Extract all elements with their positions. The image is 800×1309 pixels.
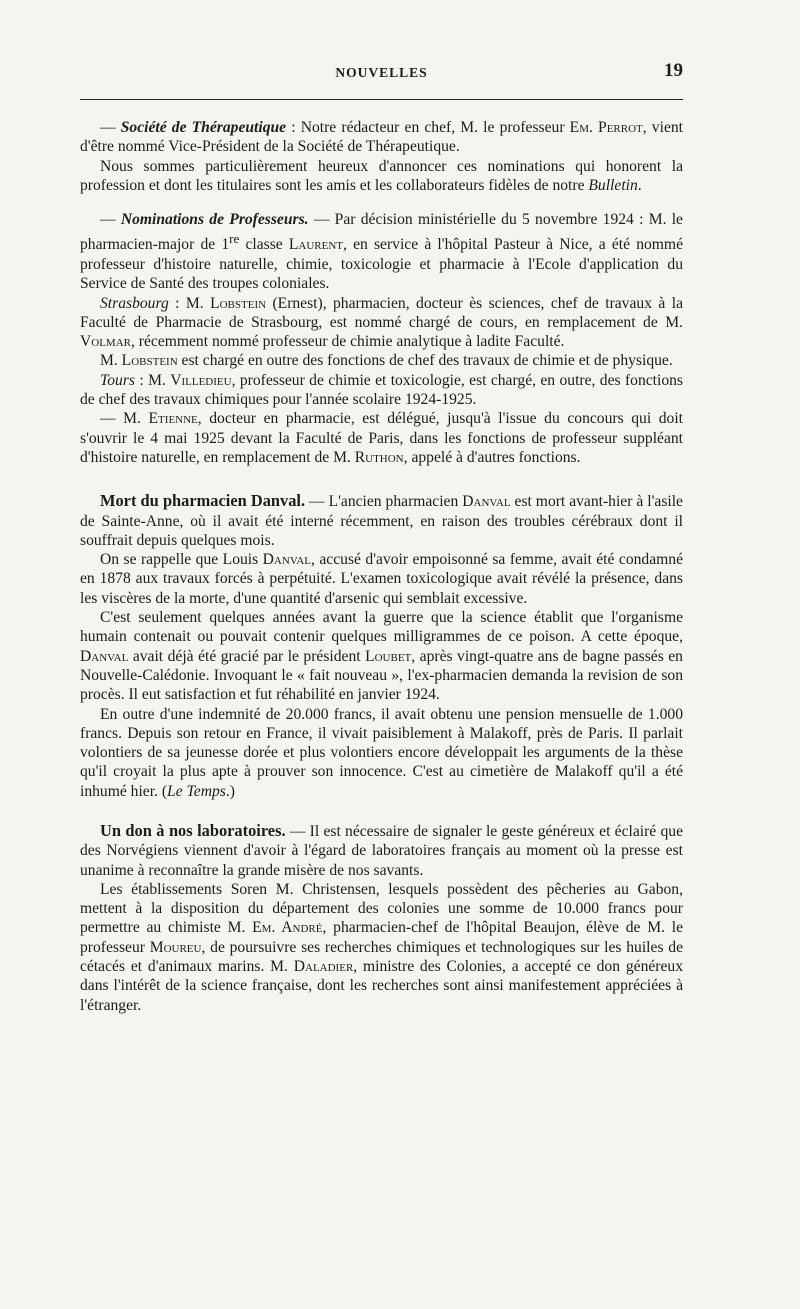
person-name: Lobstein	[121, 352, 178, 370]
lobstein-paragraph: M. Lobstein est chargé en outre des fonctions de chef des travaux de chimie et de physique.	[100, 352, 673, 370]
running-head	[80, 60, 683, 90]
danval-paragraph-3: C'est seulement quelques années avant la guerre que la science établit que l'organisme humain contenait ou pouvait contenir quelques milligrammes de ce poison. A cette époque, Danval avait déjà été gracié par le président Loubet, après vingt-quatre ans de bagne passés en Nouvelle-Calédonie. Invoquant le « fait nouveau », l'ex-pharmacien demanda la revision de son procès. Il eut satisfaction et fut réhabilité en janvier 1924.	[80, 609, 683, 704]
source-title: Le Temps	[167, 782, 226, 800]
person-name: Lobstein	[210, 294, 267, 312]
danval-paragraph-2: On se rappelle que Louis Danval, accusé d'avoir empoisonné sa femme, avait été condamné en 1878 aux travaux forcés à perpétuité. L'examen toxicologique avait révélé la présence, dans les viscères de la morte, d'une quantité d'arsenic qui semblait excessive.	[80, 551, 683, 607]
person-name: Danval	[262, 551, 312, 569]
person-name: Loubet	[365, 647, 412, 665]
don-paragraph-2: Les établissements Soren M. Christensen, lesquels possèdent des pêcheries au Gabon, mettent à la disposition du département des colonies une somme de 10.000 francs pour permettre au chimiste M. Em. André, pharmacien-chef de l'hôpital Beaujon, élève de M. le professeur Moureu, de poursuivre ses recherches chimiques et technologiques sur les huiles de cétacés et d'animaux marins. M. Daladier, ministre des Colonies, a accepté ce don généreux dans l'intérêt de la science française, dont les recherches sont ainsi manifestement appréciées à l'étranger.	[80, 880, 683, 1014]
person-name: Etienne	[148, 410, 198, 428]
danval-paragraph: Mort du pharmacien Danval. — L'ancien pharmacien Danval est mort avant-hier à l'asile de Sainte-Anne, où il avait été interné récemment, en raison des troubles cérébraux dont il souffrait depuis quelques mois.	[80, 491, 683, 549]
person-name: Villedieu	[170, 371, 232, 389]
don-heading: Un don à nos laboratoires.	[100, 820, 286, 840]
strasbourg-paragraph: Strasbourg : M. Lobstein (Ernest), pharmacien, docteur ès sciences, chef de travaux à la Faculté de Pharmacie de Strasbourg, est nommé chargé de cours, en remplacement de M. Volmar, récemment nommé professeur de chimie analytique à ladite Faculté.	[80, 294, 683, 351]
person-name: Em. André	[252, 919, 323, 937]
journal-title: Bulletin	[588, 176, 638, 194]
city-name: Tours	[100, 371, 135, 389]
article-body	[80, 118, 683, 1015]
person-name: Laurent	[288, 236, 344, 254]
page-number: 19	[664, 60, 683, 81]
person-name: Volmar	[80, 333, 131, 351]
header-rule	[80, 99, 683, 100]
societe-paragraph-2: Nous sommes particulièrement heureux d'annoncer ces nominations qui honorent la profession et dont les titulaires sont les amis et les collaborateurs fidèles de notre Bulletin.	[80, 157, 683, 194]
running-title: NOUVELLES	[335, 65, 428, 80]
societe-paragraph: — Société de Thérapeutique : Notre rédacteur en chef, M. le professeur Em. Perrot, vient d'être nommé Vice-Président de la Société de Thérapeutique.	[80, 119, 683, 156]
nominations-paragraph: — Nominations de Professeurs. — Par décision ministérielle du 5 novembre 1924 : M. le pharmacien-major de 1re classe Laurent, en service à l'hôpital Pasteur à Nice, a été nommé professeur d'histoire naturelle, chimie, toxicologie et pharmacie à l'Ecole d'application du Service de Santé des troupes coloniales.	[80, 211, 683, 293]
don-paragraph: Un don à nos laboratoires. — Il est nécessaire de signaler le geste généreux et éclairé que des Norvégiens viennent d'avoir à l'égard de laboratoires français au moment où la presse est unanime à reconnaître la grande misère de nos savants.	[80, 820, 683, 879]
person-name: Daladier	[293, 958, 354, 976]
city-name: Strasbourg	[100, 294, 169, 312]
danval-heading: Mort du pharmacien Danval.	[100, 491, 306, 511]
tours-paragraph: Tours : M. Villedieu, professeur de chimie et toxicologie, est chargé, en outre, des fonctions de chef des travaux chimiques pour l'année scolaire 1924-1925.	[80, 371, 683, 409]
etienne-paragraph: — M. Etienne, docteur en pharmacie, est délégué, jusqu'à l'issue du concours qui doit s'ouvrir le 4 mai 1925 devant la Faculté de Paris, dans les fonctions de professeur suppléant d'histoire naturelle, en remplacement de M. Ruthon, appelé à d'autres fonctions.	[80, 410, 683, 466]
person-name: Danval	[462, 493, 511, 511]
person-name: Ruthon	[354, 448, 404, 466]
person-name: Moureu	[149, 938, 202, 956]
societe-heading: Société de Thérapeutique	[120, 119, 287, 136]
person-name: Em. Perrot	[569, 119, 643, 136]
danval-paragraph-4: En outre d'une indemnité de 20.000 francs, il avait obtenu une pension mensuelle de 1.000 francs. Depuis son retour en France, il vivait paisiblement à Malakoff, près de Paris. Il parlait volontiers de sa jeunesse dorée et plus volontiers encore développait les arguments de la thèse qu'il croyait la plus apte à prouver son innocence. C'est au cimetière de Malakoff qu'il a été inhumé hier. (Le Temps.)	[80, 705, 683, 800]
nominations-heading: Nominations de Professeurs.	[120, 211, 309, 229]
person-name: Danval	[80, 647, 129, 665]
